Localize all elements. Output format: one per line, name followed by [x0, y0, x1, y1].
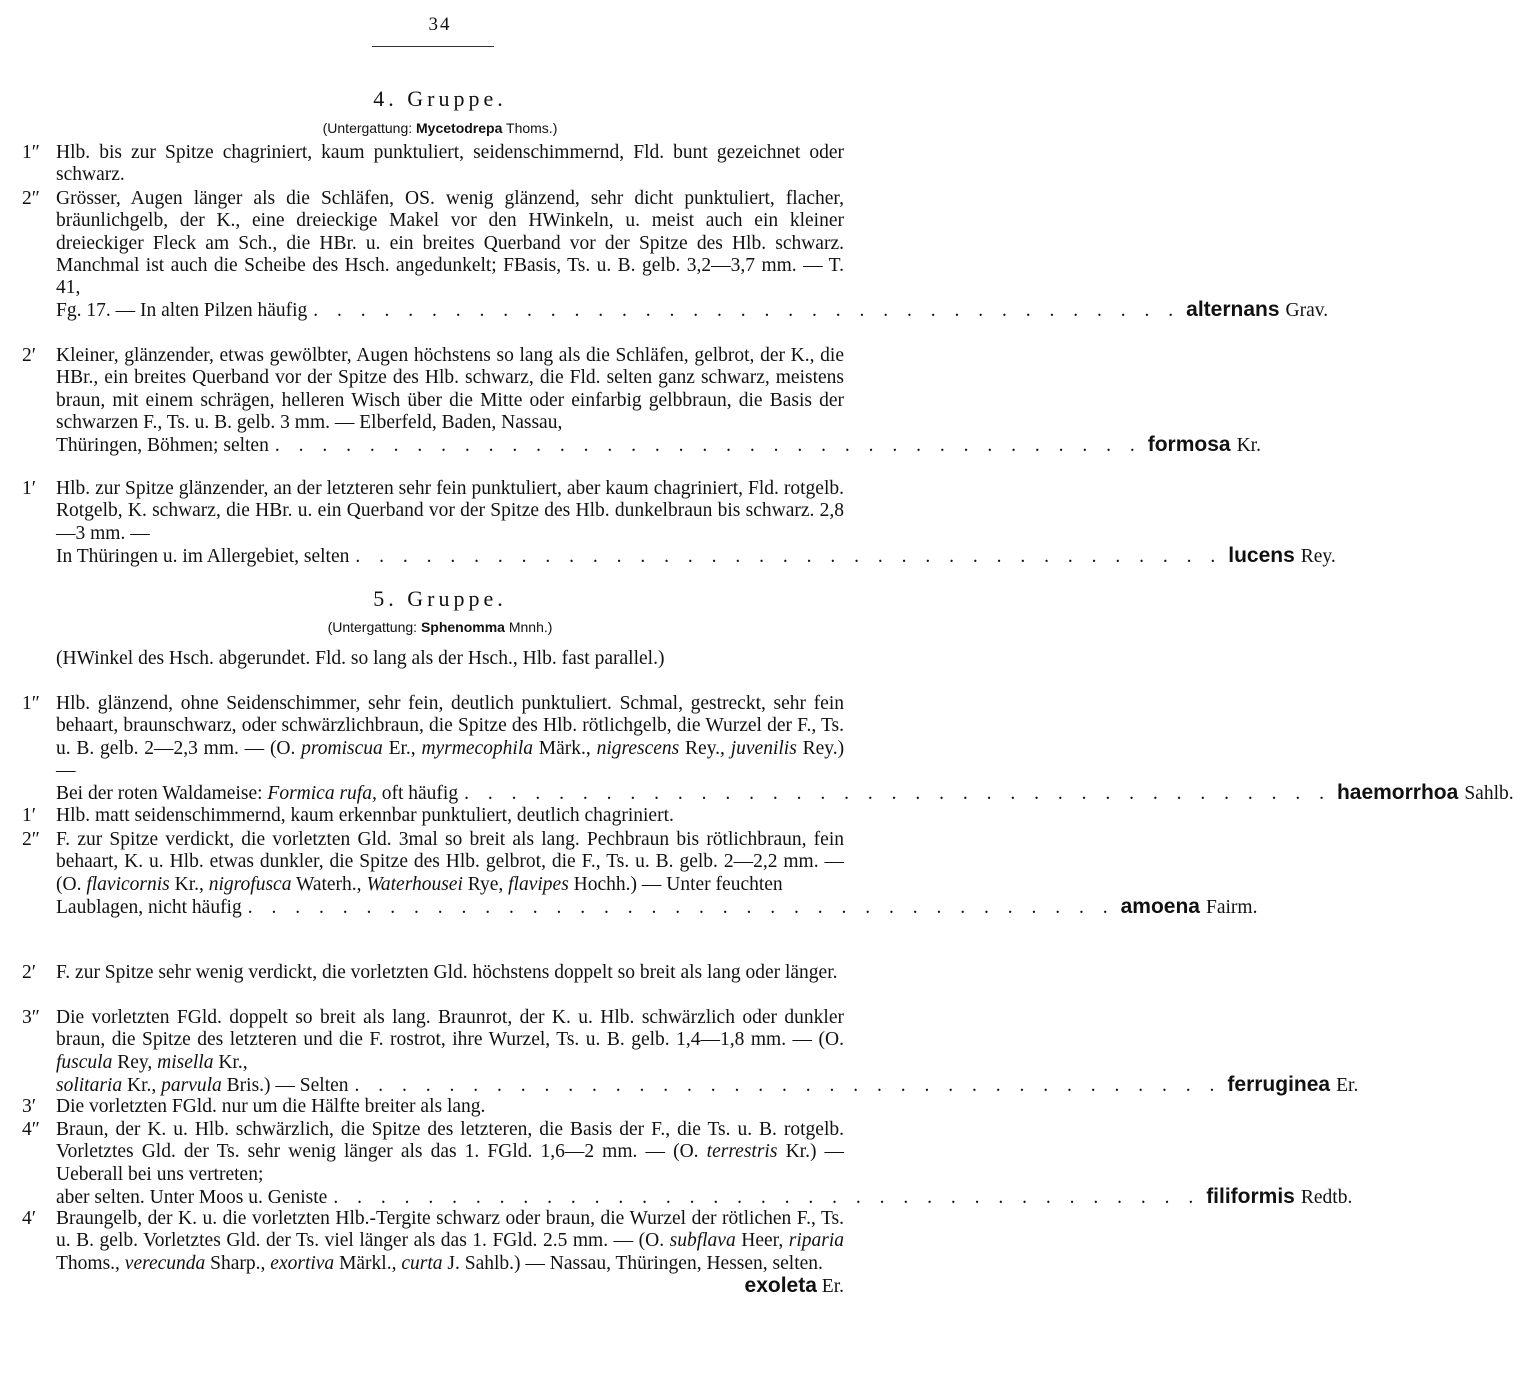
entry-text: Hlb. zur Spitze glänzender, an der letzteren sehr fein punktuliert, aber kaum chagriniert, Fld. rotgelb. Rotgelb, K. schwarz, die HBr. u. ein Querband vor der Spitze des Hlb. dunkelbraun bis schwarz. 2,8—3 mm. —: [56, 478, 844, 544]
couplet-number: 4′: [22, 1208, 37, 1229]
synonym: flavipes: [508, 873, 569, 895]
synonym: terrestris: [706, 1141, 778, 1163]
entry-text: Die vorletzten FGld. nur um die Hälfte breiter als lang.: [56, 1096, 486, 1117]
group5-subtitle: (Untergattung: Sphenomma Mnnh.): [327, 619, 553, 635]
group4-subtitle: (Untergattung: Mycetodrepa Thoms.): [322, 120, 558, 136]
entry-text: F. zur Spitze sehr wenig verdickt, die vorletzten Gld. höchstens doppelt so breit als lang oder länger.: [56, 962, 838, 983]
key-entry: 2″ F. zur Spitze verdickt, die vorletzten Gld. 3mal so breit als lang. Pechbraun bis rötlichbraun, fein behaart, K. u. Hlb. etwas dunkler, die Spitze des Hlb. gelbrot, die F., Ts. u. B. gelb. 2—2,2 mm. — (O. flavicornis Kr., nigrofusca Waterh., Waterhousei Rye, flavipes Hochh.) — Unter feuchten Laublagen, nicht häufig . . . . . . . . . . . . . . . . . . . . . . . . . . . . . . . . . . . . . amoena Fairm.: [22, 829, 1258, 918]
couplet-number: 2′: [22, 962, 37, 983]
entry-text: Die vorletzten FGld. doppelt so breit als lang. Braunrot, der K. u. Hlb. schwärzlich oder dunkler braun, die Spitze des letzteren und die F. rostrot, ihre Wurzel, Ts. u. B. gelb. 1,4—1,8 mm. —: [56, 1007, 844, 1051]
entry-text: Hlb. bis zur Spitze chagriniert, kaum punktuliert, seidenschimmernd, Fld. bunt gezeichnet oder schwarz.: [56, 142, 844, 186]
species-name: lucens: [1228, 543, 1295, 567]
synonym: curta: [401, 1252, 443, 1274]
species-name: alternans: [1186, 298, 1280, 322]
synonym: solitaria: [56, 1074, 123, 1096]
species-name: filiformis: [1206, 1184, 1295, 1208]
key-entry: [22, 142, 844, 187]
species-name: formosa: [1147, 433, 1231, 457]
species-line: In Thüringen u. im Allergebiet, selten . . . . . . . . . . . . . . . . . . . . . . . . . . . . . . . . . . . . . lucens Rey.: [56, 543, 1336, 567]
key-entry: 4′ Braungelb, der K. u. die vorletzten Hlb.-Tergite schwarz oder braun, die Wurzel der rötlichen F., Ts. u. B. gelb. Vorletztes Gld. der Ts. viel länger als das 1. FGld. 2.5 mm. — (O. subflava Heer, riparia Thoms., verecunda Sharp., exortiva Märkl., curta J. Sahlb.) — Nassau, Thüringen, Hessen, selten. exoleta Er.: [22, 1208, 845, 1297]
entry-text: Braungelb, der K. u. die vorletzten Hlb.-Tergite schwarz oder braun, die Wurzel der rötlichen F., Ts. u. B. gelb. Vorletztes Gld. der Ts. viel länger als das 1. FGld. 2.5 mm. —: [56, 1208, 844, 1252]
group5-title: 5. Gruppe.: [373, 586, 507, 611]
species-name: haemorrhoa: [1336, 781, 1459, 805]
species-author: Er.: [1336, 1074, 1359, 1096]
synonym: fuscula: [56, 1051, 113, 1073]
synonym: riparia: [788, 1230, 845, 1252]
subgenus-name: Mycetodrepa: [416, 120, 503, 136]
entry-text: Kleiner, glänzender, etwas gewölbter, Augen höchstens so lang als die Schläfen, gelbrot, der K., die HBr., ein breites Querband vor der Spitze des Hlb. schwarz, die Fld. selten ganz schwarz, meistens braun, mit einem schrägen, helleren Wisch über die Mitte oder einfarbig gelbbraun, die Basis der schwarzen F., Ts. u. B. gelb. 3 mm. — Elberfeld, Baden, Nassau,: [56, 345, 844, 433]
species-author: Sahlb.: [1464, 783, 1514, 805]
synonym: promiscua: [301, 737, 383, 759]
key-entry: 4″ Braun, der K. u. Hlb. schwärzlich, die Spitze des letzteren, die Basis der F., die Ts. u. B. rotgelb. Vorletztes Gld. der Ts. sehr wenig länger als das 1. FGld. 1,6—2 mm. — (O. terrestris Kr.) — Ueberall bei uns vertreten; aber selten. Unter Moos u. Geniste . . . . . . . . . . . . . . . . . . . . . . . . . . . . . . . . . . . . . filiformis Redtb.: [22, 1119, 1353, 1208]
key-entry: [22, 1096, 844, 1118]
species-line: solitaria Kr., parvula Bris.) — Selten . . . . . . . . . . . . . . . . . . . . . . . . . . . . . . . . . . . . . ferruginea Er.: [56, 1072, 1359, 1096]
species-author: Rey.: [1300, 545, 1336, 567]
header-rule: [372, 46, 494, 47]
species-name: exoleta: [744, 1273, 817, 1297]
synonym: myrmecophila: [421, 737, 533, 759]
species-line: Bei der roten Waldameise: Formica rufa, oft häufig . . . . . . . . . . . . . . . . . . . . . . . . . . . . . . . . . . . . . haemorrhoa Sahlb.: [56, 781, 1514, 805]
synonym: verecunda: [124, 1252, 206, 1274]
entry-text: F. zur Spitze verdickt, die vorletzten Gld. 3mal so breit als lang. Pechbraun bis rötlichbraun, fein behaart, K. u. Hlb. etwas dunkler, die Spitze des Hlb. gelbrot, die F., Ts. u. B. gelb. 2—2,2 mm. —: [56, 829, 844, 873]
synonym: misella: [157, 1051, 214, 1073]
subgenus-name: Sphenomma: [420, 619, 505, 635]
couplet-number: 2″: [22, 829, 40, 850]
key-entry: [22, 188, 1329, 323]
key-entry: [22, 345, 1261, 457]
key-entry: [22, 805, 844, 827]
entry-text: Grösser, Augen länger als die Schläfen, OS. wenig glänzend, sehr dicht punktuliert, flacher, bräunlichgelb, der K., eine dreieckige Makel vor den HWinkeln, u. meist auch ein kleiner dreieckiger Fleck am Sch., die HBr. u. ein breites Querband vor der Spitze des Hlb. schwarz. Manchmal ist auch die Scheibe des Hsch. angedunkelt; FBasis, Ts. u. B. gelb. 3,2—3,7 mm. — T. 41,: [56, 188, 844, 299]
synonym: exortiva: [270, 1252, 335, 1274]
couplet-number: 3′: [22, 1096, 37, 1117]
key-entry: [22, 478, 1336, 568]
key-entry: 3″ Die vorletzten FGld. doppelt so breit als lang. Braunrot, der K. u. Hlb. schwärzlich oder dunkler braun, die Spitze des letzteren und die F. rostrot, ihre Wurzel, Ts. u. B. gelb. 1,4—1,8 mm. — (O. fuscula Rey, misella Kr., solitaria Kr., parvula Bris.) — Selten . . . . . . . . . . . . . . . . . . . . . . . . . . . . . . . . . . . . . ferruginea Er.: [22, 1007, 1359, 1096]
key-entry: [22, 962, 844, 984]
synonym: flavicornis: [86, 873, 170, 895]
couplet-number: 1′: [22, 478, 37, 499]
synonym: parvula: [161, 1074, 222, 1096]
species-author: Grav.: [1285, 300, 1329, 322]
group5-intro: (HWinkel des Hsch. abgerundet. Fld. so lang als der Hsch., Hlb. fast parallel.): [56, 648, 665, 669]
group4-title: 4. Gruppe.: [373, 86, 507, 111]
couplet-number: 2′: [22, 345, 37, 366]
entry-text: Braun, der K. u. Hlb. schwärzlich, die Spitze des letzteren, die Basis der F., die Ts. u. B. rotgelb. Vorletztes Gld. der Ts. sehr wenig länger als das 1. FGld. 1,6—2 mm. —: [56, 1119, 844, 1163]
species-name: ferruginea: [1227, 1072, 1331, 1096]
entry-text: Hlb. glänzend, ohne Seidenschimmer, sehr fein, deutlich punktuliert. Schmal, gestreckt, sehr fein behaart, braunschwarz, oder schwärzlichbraun, die Spitze des Hlb. rötlichgelb, die Wurzel der F., Ts. u. B. gelb. 2—2,3 mm. —: [56, 693, 844, 759]
species-author: Fairm.: [1205, 896, 1258, 918]
species-line: Thüringen, Böhmen; selten . . . . . . . . . . . . . . . . . . . . . . . . . . . . . . . . . . . . . formosa Kr.: [56, 433, 1261, 457]
species-name: amoena: [1120, 894, 1200, 918]
entry-text: Hlb. matt seidenschimmernd, kaum erkennbar punktuliert, deutlich chagriniert.: [56, 805, 674, 826]
couplet-number: 1′: [22, 805, 37, 826]
couplet-number: 1″: [22, 693, 40, 714]
synonym: juvenilis: [730, 737, 797, 759]
couplet-number: 3″: [22, 1007, 40, 1028]
couplet-number: 4″: [22, 1119, 40, 1140]
synonym: nigrescens: [596, 737, 680, 759]
page-number: 34: [428, 14, 452, 35]
species-line: Laublagen, nicht häufig . . . . . . . . . . . . . . . . . . . . . . . . . . . . . . . . . . . . . amoena Fairm.: [56, 894, 1258, 918]
couplet-number: 2″: [22, 188, 40, 209]
species-line: aber selten. Unter Moos u. Geniste . . . . . . . . . . . . . . . . . . . . . . . . . . . . . . . . . . . . . filiformis Redtb.: [56, 1184, 1353, 1208]
synonym: nigrofusca: [208, 873, 292, 895]
key-entry: 1″ Hlb. glänzend, ohne Seidenschimmer, sehr fein, deutlich punktuliert. Schmal, gestreckt, sehr fein behaart, braunschwarz, oder schwärzlichbraun, die Spitze des Hlb. rötlichgelb, die Wurzel der F., Ts. u. B. gelb. 2—2,3 mm. — (O. promiscua Er., myrmecophila Märk., nigrescens Rey., juvenilis Rey.) — Bei der roten Waldameise: Formica rufa, oft häufig . . . . . . . . . . . . . . . . . . . . . . . . . . . . . . . . . . . . . haemorrhoa Sahlb.: [22, 693, 1514, 805]
species-author: Kr.: [1236, 435, 1261, 457]
couplet-number: 1″: [22, 142, 40, 163]
species-author: Redtb.: [1300, 1186, 1353, 1208]
synonym: subflava: [669, 1230, 736, 1252]
species-line: Fg. 17. — In alten Pilzen häufig . . . . . . . . . . . . . . . . . . . . . . . . . . . . . . . . . . . . . alternans Grav.: [56, 298, 1329, 322]
synonym: Waterhousei: [366, 873, 463, 895]
species-author: Er.: [821, 1275, 844, 1297]
